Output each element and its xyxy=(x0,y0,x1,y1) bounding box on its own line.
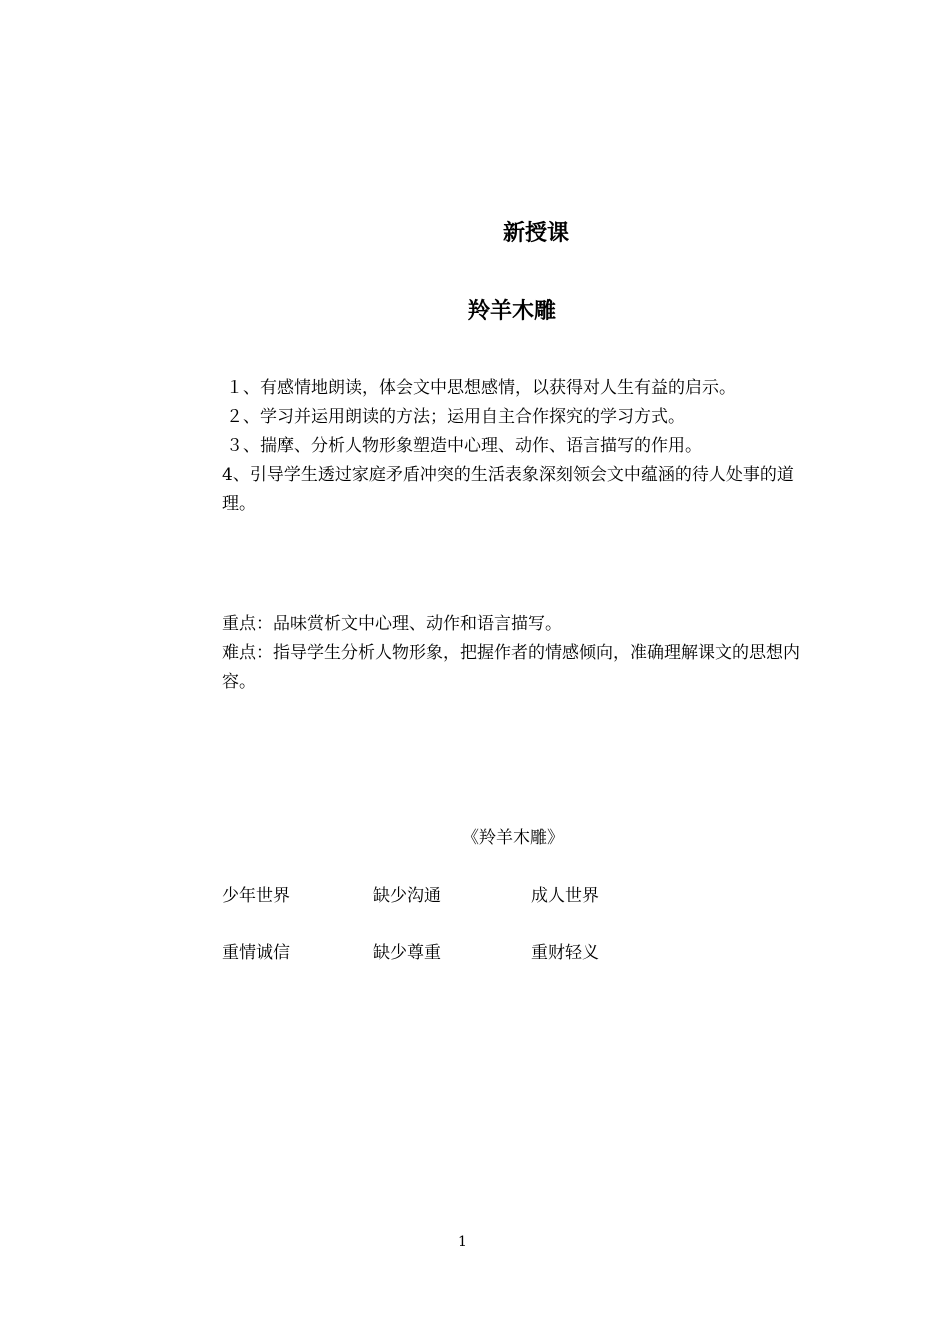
key-point: 重点：品味赏析文中心理、动作和语言描写。 xyxy=(222,614,562,634)
board-cell: 重财轻义 xyxy=(531,943,599,963)
board-cell: 缺少尊重 xyxy=(373,943,441,963)
lesson-title: 羚羊木雕 xyxy=(468,299,557,324)
course-heading: 新授课 xyxy=(503,221,570,246)
page-number: 1 xyxy=(458,1234,467,1250)
difficult-point: 难点：指导学生分析人物形象，把握作者的情感倾向，准确理解课文的思想内容。 xyxy=(222,643,800,692)
key-points xyxy=(222,610,814,697)
objective-item: １、有感情地朗读，体会文中思想感情，以获得对人生有益的启示。 xyxy=(226,378,736,398)
board-cell: 重情诚信 xyxy=(222,943,290,963)
board-cell: 缺少沟通 xyxy=(373,886,441,906)
board-cell: 成人世界 xyxy=(531,886,599,906)
objective-item: ２、学习并运用朗读的方法；运用自主合作探究的学习方式。 xyxy=(226,407,685,427)
objective-item: ３、揣摩、分析人物形象塑造中心理、动作、语言描写的作用。 xyxy=(226,436,702,456)
objective-item: 4、引导学生透过家庭矛盾冲突的生活表象深刻领会文中蕴涵的待人处事的道理。 xyxy=(222,465,794,514)
board-title: 《羚羊木雕》 xyxy=(462,828,564,848)
board-cell: 少年世界 xyxy=(222,886,290,906)
objectives-list xyxy=(222,374,814,519)
